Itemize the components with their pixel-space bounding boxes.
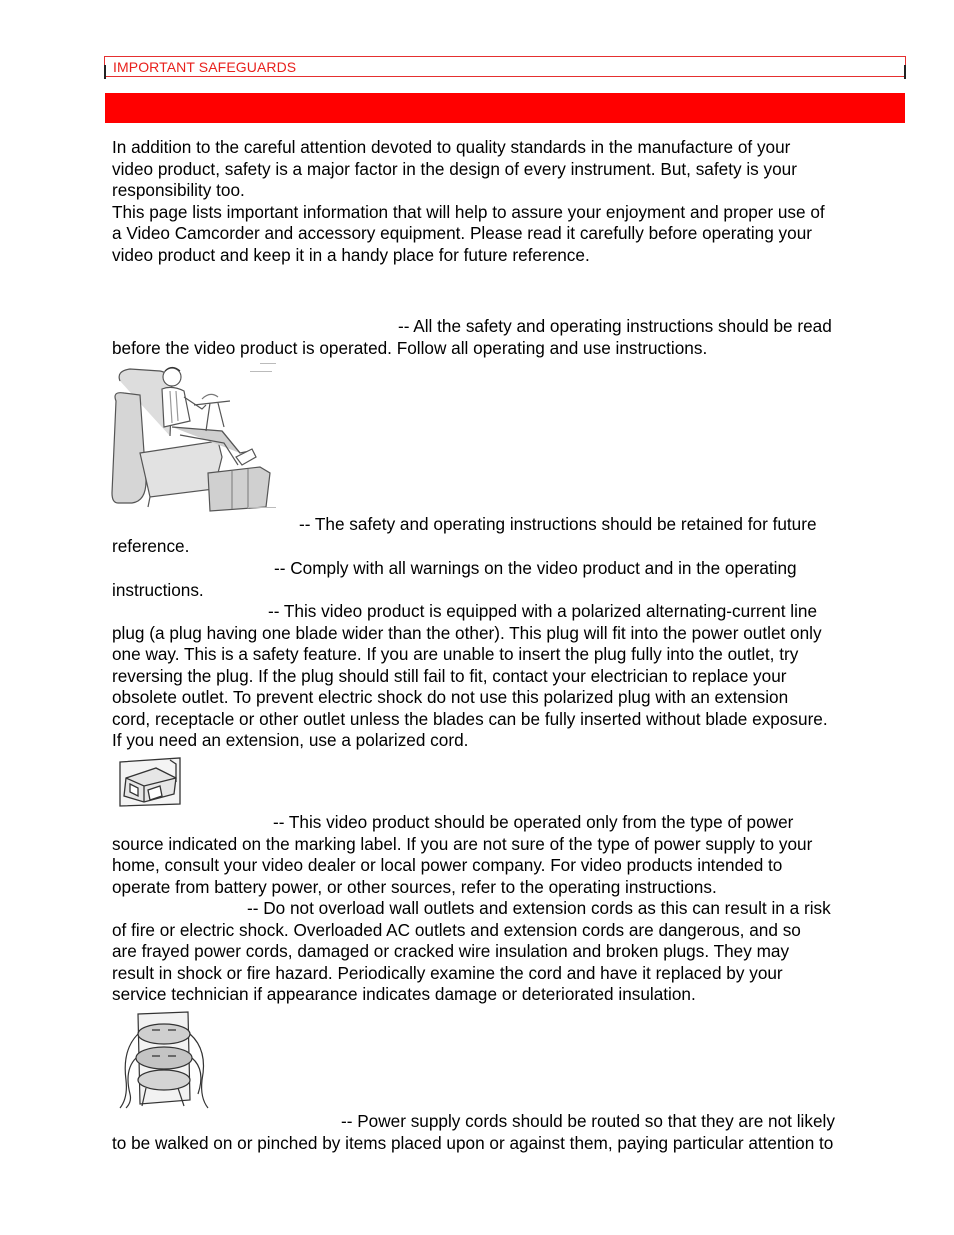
item-line: -- Power supply cords should be routed so that they are not likely [341, 1111, 835, 1131]
item-line: source indicated on the marking label. If you are not sure of the type of power supply to your [112, 833, 813, 854]
intro-line: video product and keep it in a handy place for future reference. [112, 244, 590, 265]
overloaded-outlet-illustration [116, 1010, 212, 1110]
item-line: cord, receptacle or other outlet unless the blades can be fully inserted without blade exposure. [112, 708, 828, 729]
retain-instructions-item [112, 514, 902, 557]
item-line: before the video product is operated. Follow all operating and use instructions. [112, 337, 708, 358]
item-line: -- Do not overload wall outlets and extension cords as this can result in a risk [247, 898, 831, 918]
item-line: one way. This is a safety feature. If you are unable to insert the plug fully into the outlet, try [112, 644, 799, 664]
item-line: home, consult your video dealer or local power company. For video products intended to [112, 855, 783, 875]
intro-paragraph [112, 137, 902, 266]
item-line: result in shock or fire hazard. Periodically examine the cord and have it replaced by your [112, 962, 783, 983]
item-line: -- This video product is equipped with a polarized alternating-current line [268, 601, 818, 621]
polarization-item [112, 601, 902, 752]
section-label: IMPORTANT SAFEGUARDS [113, 59, 297, 75]
item-line: operate from battery power, or other sources, refer to the operating instructions. [112, 876, 717, 897]
item-line: obsolete outlet. To prevent electric shock do not use this polarized plug with an extension [112, 687, 789, 707]
item-line: reference. [112, 535, 190, 556]
item-line: to be walked on or pinched by items placed upon or against them, paying particular attention to [112, 1132, 834, 1153]
polarized-plug-illustration [116, 756, 184, 808]
item-line: are frayed power cords, damaged or cracked wire insulation and broken plugs. They may [112, 941, 790, 961]
heed-warnings-item [112, 558, 902, 601]
item-line: -- All the safety and operating instructions should be read [398, 316, 832, 336]
item-line: service technician if appearance indicates damage or deteriorated insulation. [112, 984, 696, 1004]
item-line: plug (a plug having one blade wider than the other). This plug will fit into the power outlet only [112, 622, 822, 643]
power-sources-item [112, 812, 902, 898]
intro-line: responsibility too. [112, 180, 245, 200]
item-line: -- This video product should be operated only from the type of power [273, 812, 794, 832]
intro-line: a Video Camcorder and accessory equipment. Please read it carefully before operating your [112, 223, 812, 243]
item-line: -- The safety and operating instructions should be retained for future [299, 514, 817, 534]
intro-line: video product, safety is a major factor in the design of every instrument. But, safety is your [112, 158, 797, 179]
intro-line: This page lists important information that will help to assure your enjoyment and proper use of [112, 201, 825, 222]
overloading-item [112, 898, 902, 1006]
header-right-mark [904, 65, 906, 79]
item-line: If you need an extension, use a polarized cord. [112, 730, 469, 750]
red-title-bar [105, 93, 905, 123]
item-line: of fire or electric shock. Overloaded AC outlets and extension cords are dangerous, and so [112, 919, 801, 940]
man-reading-in-armchair-illustration [110, 361, 282, 513]
item-line: -- Comply with all warnings on the video product and in the operating [274, 558, 797, 578]
read-instructions-item [112, 316, 902, 359]
cord-protection-item [112, 1111, 902, 1154]
item-line: reversing the plug. If the plug should still fail to fit, contact your electrician to replace your [112, 665, 787, 686]
item-line: instructions. [112, 579, 204, 600]
header-left-mark [104, 65, 106, 79]
intro-line: In addition to the careful attention devoted to quality standards in the manufacture of your [112, 137, 791, 157]
section-header-box [104, 56, 906, 77]
